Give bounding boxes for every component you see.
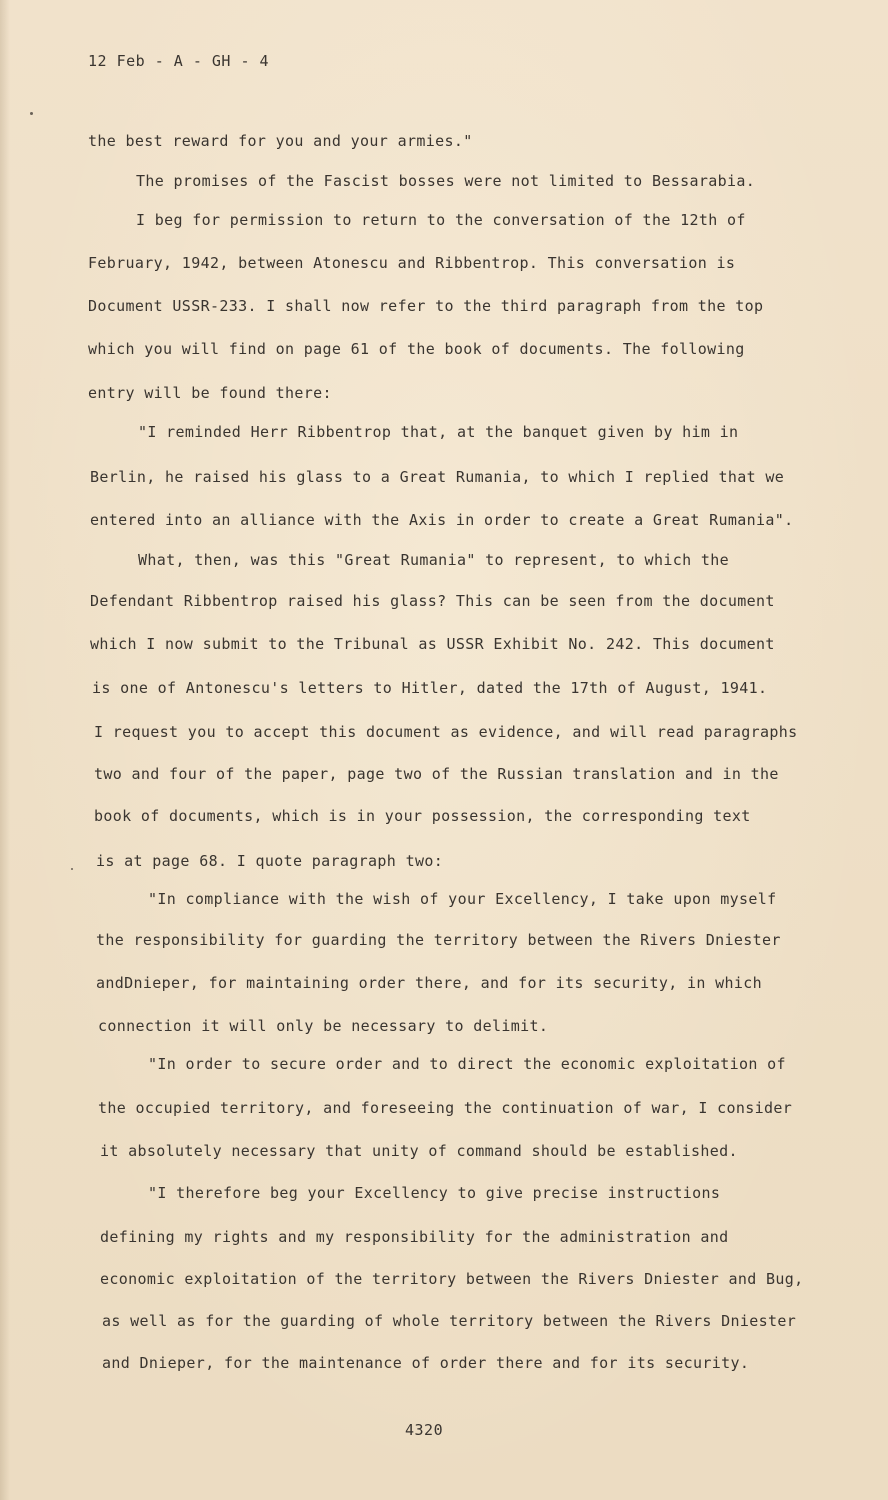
text-line-9: Defendant Ribbentrop raised his glass? This can be seen from the document [90, 592, 775, 610]
page-edge-shadow [0, 0, 10, 1500]
text-line-10: which I now submit to the Tribunal as USSR Exhibit No. 242. This document [90, 635, 775, 653]
text-line-8: What, then, was this "Great Rumania" to represent, to which the [138, 551, 729, 569]
quote-line-3: entered into an alliance with the Axis in order to create a Great Rumania". [90, 511, 794, 529]
text-line-14: book of documents, which is in your possession, the corresponding text [94, 807, 751, 825]
text-line-11: is one of Antonescu's letters to Hitler, dated the 17th of August, 1941. [92, 679, 768, 697]
letter-line-8: "I therefore beg your Excellency to give precise instructions [148, 1184, 721, 1202]
letter-line-6: the occupied territory, and foreseeing the continuation of war, I consider [98, 1099, 793, 1117]
text-line-12: I request you to accept this document as evidence, and will read paragraphs [94, 723, 798, 741]
letter-line-4: connection it will only be necessary to delimit. [98, 1017, 549, 1035]
letter-line-3: andDnieper, for maintaining order there, and for its security, in which [96, 974, 763, 992]
letter-line-12: and Dnieper, for the maintenance of order there and for its security. [102, 1354, 750, 1372]
text-line-6: which you will find on page 61 of the book of documents. The following [88, 340, 745, 358]
text-line-5: Document USSR-233. I shall now refer to the third paragraph from the top [88, 297, 764, 315]
letter-line-1: "In compliance with the wish of your Excellency, I take upon myself [148, 890, 777, 908]
page-number: 4320 [405, 1421, 444, 1439]
text-line-13: two and four of the paper, page two of the Russian translation and in the [94, 765, 779, 783]
page-header: 12 Feb - A - GH - 4 [88, 52, 270, 70]
letter-line-2: the responsibility for guarding the territory between the Rivers Dniester [96, 931, 781, 949]
quote-line-1: "I reminded Herr Ribbentrop that, at the banquet given by him in [138, 423, 739, 441]
letter-line-7: it absolutely necessary that unity of command should be established. [100, 1142, 738, 1160]
quote-line-2: Berlin, he raised his glass to a Great Rumania, to which I replied that we [90, 468, 785, 486]
text-line-4: February, 1942, between Atonescu and Ribbentrop. This conversation is [88, 254, 736, 272]
text-line-3: I beg for permission to return to the conversation of the 12th of [136, 211, 746, 229]
paper-speck [30, 112, 33, 115]
paper-speck [71, 868, 73, 870]
letter-line-9: defining my rights and my responsibility for the administration and [100, 1228, 729, 1246]
text-line-15: is at page 68. I quote paragraph two: [96, 852, 444, 870]
letter-line-11: as well as for the guarding of whole territory between the Rivers Dniester [102, 1312, 797, 1330]
letter-line-5: "In order to secure order and to direct the economic exploitation of [148, 1055, 786, 1073]
text-line-1: the best reward for you and your armies." [88, 132, 473, 150]
text-line-2: The promises of the Fascist bosses were not limited to Bessarabia. [136, 172, 756, 190]
letter-line-10: economic exploitation of the territory between the Rivers Dniester and Bug, [100, 1270, 804, 1288]
text-line-7: entry will be found there: [88, 384, 332, 402]
